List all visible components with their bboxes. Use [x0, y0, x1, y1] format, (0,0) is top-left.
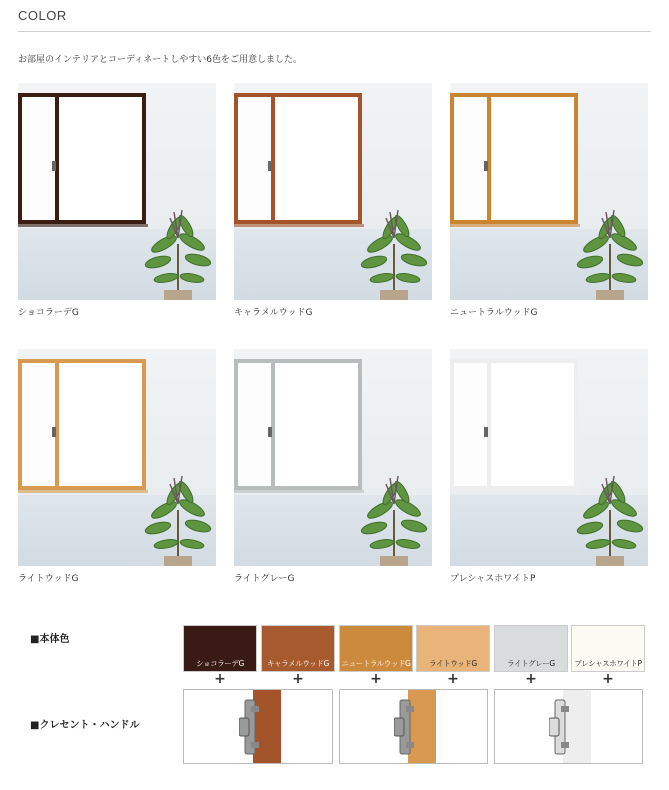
section-title: COLOR	[18, 8, 67, 23]
plus-sign: +	[214, 671, 226, 687]
swatch-label: プレシャスホワイトP	[574, 659, 642, 668]
window-frame	[18, 93, 142, 224]
title-divider	[18, 31, 651, 32]
plant-icon	[576, 204, 644, 300]
plus-sign: +	[370, 671, 382, 687]
color-caption: プレシャスホワイトP	[450, 574, 536, 584]
window-frame	[450, 359, 574, 490]
plus-sign: +	[292, 671, 304, 687]
color-caption: キャラメルウッドG	[234, 308, 313, 318]
window-frame	[450, 93, 574, 224]
plant-icon	[144, 204, 212, 300]
lead-text: お部屋のインテリアとコーディネートしやすい6色をご用意しました。	[18, 55, 303, 65]
crescent-handle-label: ■クレセント・ハンドル	[30, 720, 140, 731]
plant-icon	[144, 470, 212, 566]
handle-image	[494, 689, 643, 764]
color-caption: ライトグレーG	[234, 574, 295, 584]
plant-icon	[360, 204, 428, 300]
swatch-label: ショコラーデG	[196, 659, 244, 668]
plus-sign: +	[602, 671, 614, 687]
window-frame	[234, 93, 358, 224]
window-photo	[450, 83, 648, 300]
plant-icon	[576, 470, 644, 566]
swatch-label: キャラメルウッドG	[267, 659, 329, 668]
window-photo	[234, 349, 432, 566]
crescent-lock-icon	[549, 698, 571, 756]
swatch-label: ライトウッドG	[429, 659, 477, 668]
window-frame	[234, 359, 358, 490]
color-swatch	[571, 625, 645, 672]
color-swatch	[416, 625, 490, 672]
plus-sign: +	[525, 671, 537, 687]
color-caption: ニュートラルウッドG	[450, 308, 538, 318]
window-frame	[18, 359, 142, 490]
plus-sign: +	[447, 671, 459, 687]
color-swatch	[183, 625, 257, 672]
color-caption: ライトウッドG	[18, 574, 79, 584]
swatch-label: ニュートラルウッドG	[341, 659, 411, 668]
color-caption: ショコラーデG	[18, 308, 79, 318]
crescent-lock-icon	[394, 698, 416, 756]
color-swatch	[339, 625, 413, 672]
color-swatch	[261, 625, 335, 672]
handle-image	[339, 689, 488, 764]
window-photo	[234, 83, 432, 300]
color-swatch	[494, 625, 568, 672]
handle-image	[183, 689, 333, 764]
crescent-lock-icon	[239, 698, 261, 756]
swatch-label: ライトグレーG	[507, 659, 555, 668]
window-photo	[18, 349, 216, 566]
body-color-label: ■本体色	[30, 634, 70, 645]
window-photo	[18, 83, 216, 300]
plant-icon	[360, 470, 428, 566]
window-photo	[450, 349, 648, 566]
